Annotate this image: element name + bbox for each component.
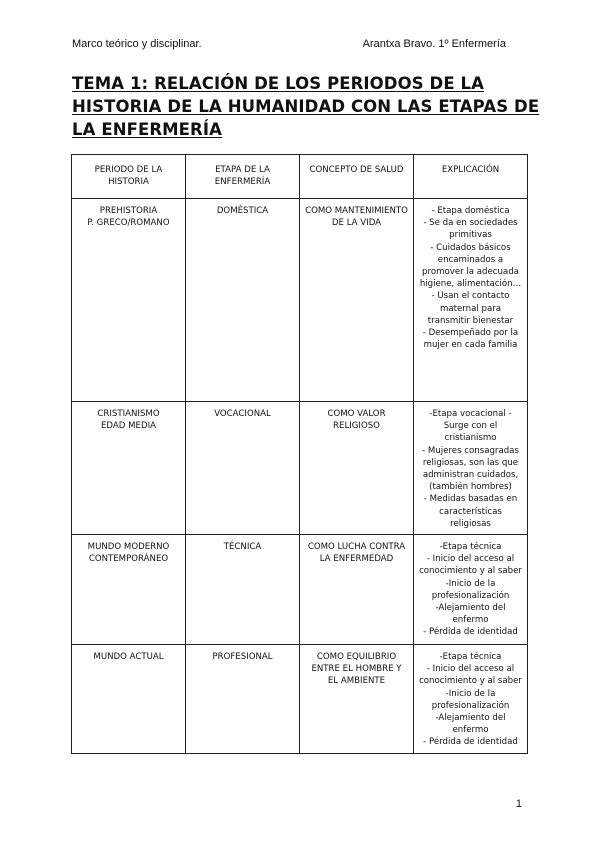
- table-header-row: [72, 155, 528, 199]
- cell-explicacion: [414, 402, 528, 535]
- explicacion-line: -Inicio de la profesionalización: [431, 688, 510, 711]
- periodo-line: CONTEMPORÁNEO: [88, 554, 169, 565]
- periodo-line: P. GRECO/ROMANO: [87, 218, 170, 229]
- cell-explicacion: [414, 535, 528, 645]
- cell-etapa: TÉCNICA: [186, 535, 300, 645]
- explicacion-line: - Pérdida de identidad: [423, 627, 518, 638]
- periodo-line: MUNDO ACTUAL: [93, 652, 164, 663]
- cell-concepto: COMO LUCHA CONTRA LA ENFERMEDAD: [300, 535, 414, 645]
- table-row: [72, 535, 528, 645]
- header-cell-periodo: PERIODO DE LA HISTORIA: [72, 155, 186, 199]
- explicacion-line: - Se da en sociedades primitivas: [423, 218, 518, 241]
- cell-etapa: VOCACIONAL: [186, 402, 300, 535]
- explicacion-line: -Alejamiento del enfermo: [435, 713, 506, 736]
- cell-etapa: DOMÉSTICA: [186, 199, 300, 402]
- cell-explicacion: [414, 199, 528, 402]
- periodo-line: CRISTIANISMO: [97, 409, 160, 419]
- explicacion-line: - Medidas basadas en características religiosas: [423, 494, 518, 529]
- cell-periodo: [72, 402, 186, 535]
- cell-concepto: COMO MANTENIMIENTO DE LA VIDA: [300, 199, 414, 402]
- explicacion-line: -Alejamiento del enfermo: [435, 603, 506, 626]
- table-row: [72, 645, 528, 754]
- explicacion-line: - Mujeres consagradas religiosas, son las que administran cuidados, (también hombres): [422, 445, 519, 493]
- cell-periodo: [72, 199, 186, 402]
- explicacion-line: - Etapa doméstica: [431, 206, 510, 216]
- explicacion-line: -Etapa técnica: [439, 652, 502, 663]
- cell-periodo: [72, 645, 186, 754]
- periodo-line: PREHISTORIA: [99, 206, 158, 216]
- header-cell-explicacion: EXPLICACIÓN: [414, 155, 528, 199]
- explicacion-line: - Inicio del acceso al conocimiento y al saber: [419, 554, 522, 577]
- explicacion-line: -Inicio de la profesionalización: [431, 578, 510, 601]
- history-nursing-table: [71, 154, 528, 754]
- header-left-text: Marco teórico y disciplinar.: [72, 38, 202, 50]
- explicacion-line: -Etapa vocacional -Surge con el cristianismo: [429, 409, 512, 444]
- periodo-line: MUNDO MODERNO: [87, 542, 170, 553]
- periodo-line: EDAD MEDIA: [101, 421, 156, 432]
- explicacion-line: -Etapa técnica: [439, 542, 502, 553]
- cell-explicacion: [414, 645, 528, 754]
- explicacion-line: - Usan el contacto maternal para transmitir bienestar: [427, 291, 514, 326]
- explicacion-line: - Desempeñado por la mujer en cada familia: [422, 328, 519, 351]
- explicacion-line: - Inicio del acceso al conocimiento y al saber: [419, 664, 522, 687]
- header-right-text: Arantxa Bravo. 1º Enfermería: [362, 38, 506, 50]
- cell-periodo: [72, 535, 186, 645]
- explicacion-line: - Pérdida de identidad: [423, 737, 518, 748]
- table-row: [72, 402, 528, 535]
- table-row: [72, 199, 528, 402]
- explicacion-line: - Cuidados básicos encaminados a promover la adecuada higiene, alimentación…: [419, 242, 522, 290]
- header-cell-concepto: CONCEPTO DE SALUD: [300, 155, 414, 199]
- header-cell-etapa: ETAPA DE LA ENFERMERÍA: [186, 155, 300, 199]
- page-number: 1: [515, 798, 522, 810]
- document-title: TEMA 1: RELACIÓN DE LOS PERIODOS DE LA HISTORIA DE LA HUMANIDAD CON LAS ETAPAS DE LA ENFERMERÍA: [72, 74, 540, 139]
- cell-concepto: COMO EQUILIBRIO ENTRE EL HOMBRE Y EL AMBIENTE: [300, 645, 414, 754]
- cell-etapa: PROFESIONAL: [186, 645, 300, 754]
- cell-concepto: COMO VALOR RELIGIOSO: [300, 402, 414, 535]
